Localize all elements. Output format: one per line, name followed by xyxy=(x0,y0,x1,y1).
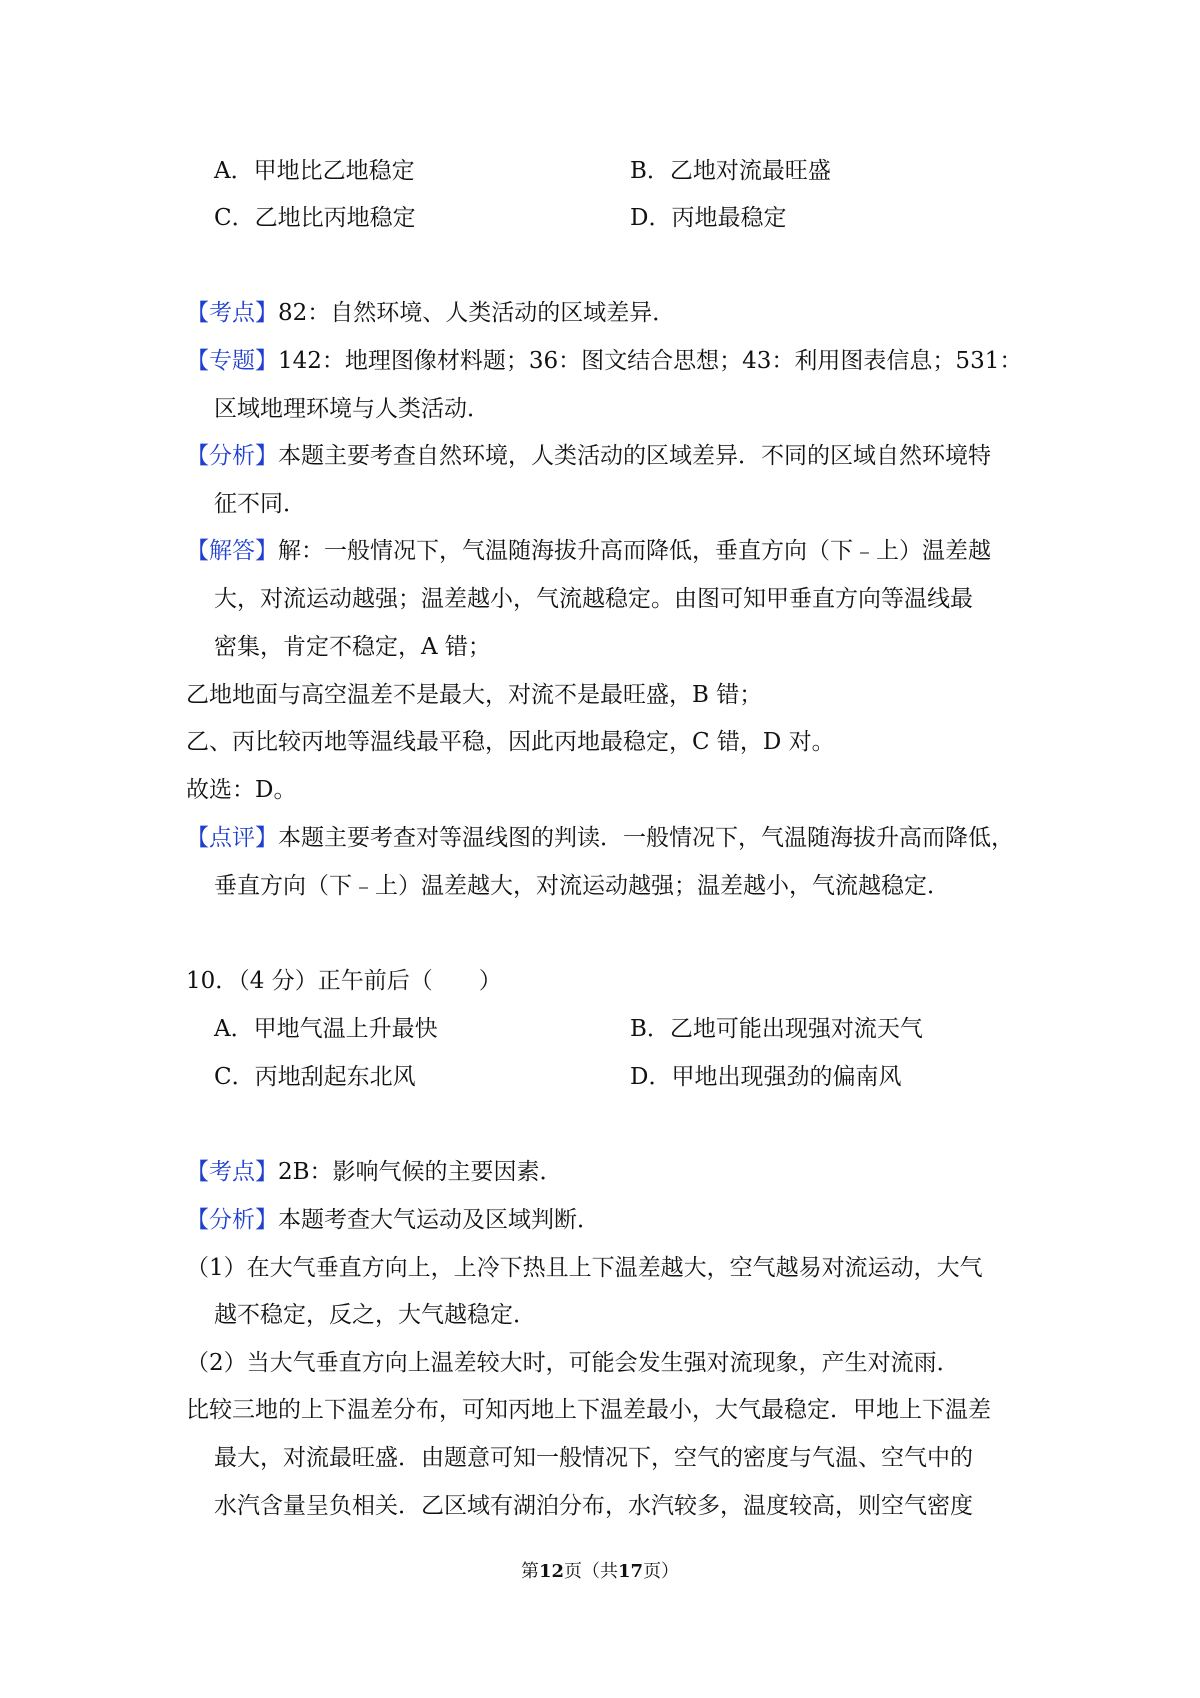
footer-prefix: 第 xyxy=(520,1561,539,1582)
q9-dianping-cont: 垂直方向（下﹣上）温差越大，对流运动越强；温差越小，气流越稳定． xyxy=(214,873,950,899)
q10-stem: 10．（4 分）正午前后（ ） xyxy=(186,968,502,994)
fenxi-tag: 【分析】 xyxy=(186,1207,278,1233)
q10-option-b: B．乙地可能出现强对流天气 xyxy=(630,1016,923,1042)
zhuanti-text: 142：地理图像材料题；36：图文结合思想；43：利用图表信息；531： xyxy=(278,348,1023,374)
zhuanti-tag: 【专题】 xyxy=(186,348,278,374)
footer-page-number: 12 xyxy=(538,1561,564,1582)
fenxi-text: 本题考查大气运动及区域判断． xyxy=(278,1207,600,1233)
q9-jieda xyxy=(186,536,991,566)
q10-body-line3: 水汽含量呈负相关．乙区域有湖泊分布，水汽较多，温度较高，则空气密度 xyxy=(214,1493,973,1519)
dianping-tag: 【点评】 xyxy=(186,825,278,851)
q9-kaodian xyxy=(186,298,675,328)
q9-option-b: B．乙地对流最旺盛 xyxy=(630,158,831,184)
dianping-text: 本题主要考查对等温线图的判读．一般情况下，气温随海拔升高而降低， xyxy=(278,825,1014,851)
q10-body-line1: 比较三地的上下温差分布，可知丙地上下温差最小，大气最稳定．甲地上下温差 xyxy=(186,1397,991,1423)
kaodian-text: 2B：影响气候的主要因素． xyxy=(278,1159,563,1185)
q10-point2: （2）当大气垂直方向上温差较大时，可能会发生强对流现象，产生对流雨． xyxy=(186,1350,960,1376)
fenxi-text: 本题主要考查自然环境，人类活动的区域差异．不同的区域自然环境特 xyxy=(278,443,991,469)
q9-zhuanti xyxy=(186,346,1022,376)
q9-zhuanti-cont: 区域地理环境与人类活动． xyxy=(214,396,490,422)
q9-fenxi-cont: 征不同． xyxy=(214,491,306,517)
q10-option-d: D．甲地出现强劲的偏南风 xyxy=(630,1064,902,1090)
page-footer xyxy=(0,1560,1200,1584)
q9-jieda-line4: 乙地地面与高空温差不是最大，对流不是最旺盛，B 错； xyxy=(186,682,763,708)
kaodian-text: 82：自然环境、人类活动的区域差异． xyxy=(278,300,676,326)
q10-point1-cont: 越不稳定，反之，大气越稳定． xyxy=(214,1302,536,1328)
q9-option-c: C．乙地比丙地稳定 xyxy=(214,205,416,231)
q9-fenxi xyxy=(186,441,991,471)
q9-option-a: A．甲地比乙地稳定 xyxy=(214,158,415,184)
q10-kaodian xyxy=(186,1157,563,1187)
q9-option-d: D．丙地最稳定 xyxy=(630,205,787,231)
q10-body-line2: 最大，对流最旺盛．由题意可知一般情况下，空气的密度与气温、空气中的 xyxy=(214,1445,973,1471)
fenxi-tag: 【分析】 xyxy=(186,443,278,469)
q10-fenxi xyxy=(186,1205,600,1235)
kaodian-tag: 【考点】 xyxy=(186,300,278,326)
q9-jieda-line5: 乙、丙比较丙地等温线最平稳，因此丙地最稳定，C 错，D 对。 xyxy=(186,729,835,755)
footer-total-pages: 17 xyxy=(618,1561,644,1582)
jieda-tag: 【解答】 xyxy=(186,538,278,564)
q9-dianping xyxy=(186,823,1014,853)
q9-jieda-line3: 密集，肯定不稳定，A 错； xyxy=(214,634,491,660)
kaodian-tag: 【考点】 xyxy=(186,1159,278,1185)
q10-option-a: A．甲地气温上升最快 xyxy=(214,1016,438,1042)
q10-option-c: C．丙地刮起东北风 xyxy=(214,1064,416,1090)
q9-answer: 故选：D。 xyxy=(186,777,297,803)
q10-point1: （1）在大气垂直方向上，上冷下热且上下温差越大，空气越易对流运动，大气 xyxy=(186,1255,983,1281)
jieda-text: 解：一般情况下，气温随海拔升高而降低，垂直方向（下﹣上）温差越 xyxy=(278,538,991,564)
footer-suffix: 页） xyxy=(643,1561,680,1582)
q9-jieda-line2: 大，对流运动越强；温差越小，气流越稳定。由图可知甲垂直方向等温线最 xyxy=(214,586,973,612)
footer-middle: 页（共 xyxy=(564,1561,618,1582)
